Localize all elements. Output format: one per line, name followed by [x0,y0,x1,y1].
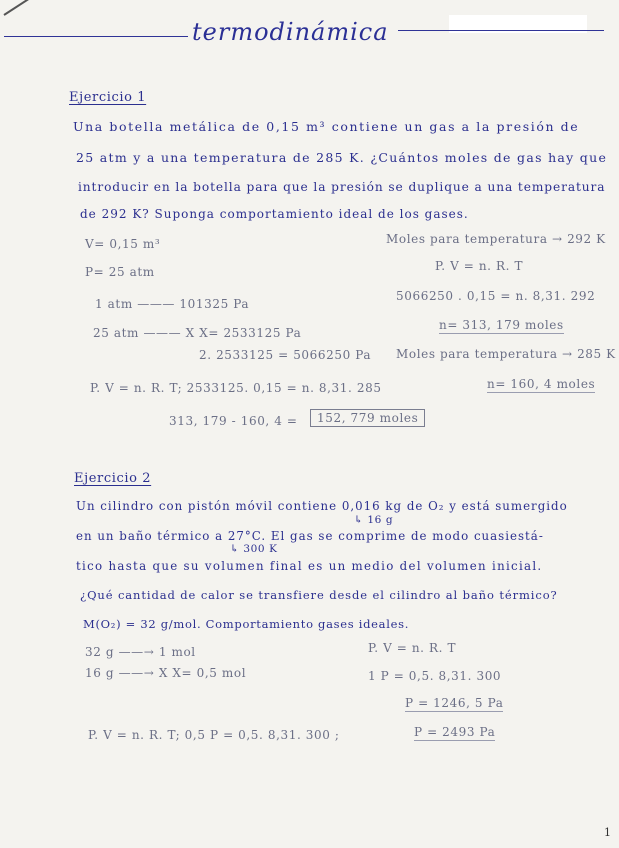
calculation-line: 5066250 . 0,15 = n. 8,31. 292 [396,289,596,303]
molar-conversion-line: 32 g ——→ 1 mol [85,645,196,659]
exercise-1-statement-line: introducir en la botella para que la presión se duplique a una temperatura [78,180,606,194]
page-title: termodinámica [192,18,389,46]
exercise-1-statement-line: Una botella metálica de 0,15 m³ contiene un gas a la presión de [73,119,580,134]
result-moles-292k: n= 313, 179 moles [439,318,564,332]
exercise-2-statement-line: tico hasta que su volumen final es un medio del volumen inicial. [76,559,543,573]
note-300k: ↳ 300 K [230,543,278,555]
exercise-2-statement-line: Un cilindro con pistón móvil contiene 0,016 kg de O₂ y está sumergido [76,499,568,513]
conversion-line: 2. 2533125 = 5066250 Pa [199,348,372,362]
calculation-line: P. V = n. R. T; 2533125. 0,15 = n. 8,31. 285 [90,381,382,395]
result-moles-285k: n= 160, 4 moles [487,377,596,391]
moles-292k-heading: Moles para temperatura → 292 K [386,232,606,246]
pressure-value: P= 25 atm [85,265,155,279]
exercise-2-statement-line: en un baño térmico a 27°C. El gas se comprime de modo cuasiestá- [76,529,544,543]
moles-285k-heading: Moles para temperatura → 285 K [396,347,616,361]
exercise-1-heading: Ejercicio 1 [69,90,147,105]
ideal-gas-equation: P. V = n. R. T [435,259,524,273]
conversion-line: 25 atm ——— X X= 2533125 Pa [93,326,302,340]
calculation-line: 1 P = 0,5. 8,31. 300 [368,669,502,683]
final-answer-box: 152, 779 moles [310,409,425,427]
molar-conversion-line: 16 g ——→ X X= 0,5 mol [85,666,247,680]
page-number: 1 [604,826,611,839]
exercise-2-heading: Ejercicio 2 [74,471,152,486]
result-pressure-initial: P = 1246, 5 Pa [405,696,504,710]
ideal-gas-equation: P. V = n. R. T [368,641,457,655]
exercise-2-statement-line: M(O₂) = 32 g/mol. Comportamiento gases ideales. [83,617,410,631]
conversion-line: 1 atm ——— 101325 Pa [95,297,250,311]
note-16g: ↳ 16 g [354,514,394,526]
title-rule-right [398,30,604,31]
pencil-mark [3,0,38,16]
result-pressure-final: P = 2493 Pa [414,725,496,739]
exercise-2-statement-line: ¿Qué cantidad de calor se transfiere desde el cilindro al baño térmico? [80,588,558,602]
title-rule-left [4,36,188,37]
exercise-1-statement-line: de 292 K? Suponga comportamiento ideal de los gases. [80,207,469,221]
volume-value: V= 0,15 m³ [85,237,161,251]
calculation-line: P. V = n. R. T; 0,5 P = 0,5. 8,31. 300 ; [88,728,340,742]
exercise-1-statement-line: 25 atm y a una temperatura de 285 K. ¿Cuántos moles de gas hay que [76,150,608,165]
difference-line: 313, 179 - 160, 4 = [169,414,298,428]
